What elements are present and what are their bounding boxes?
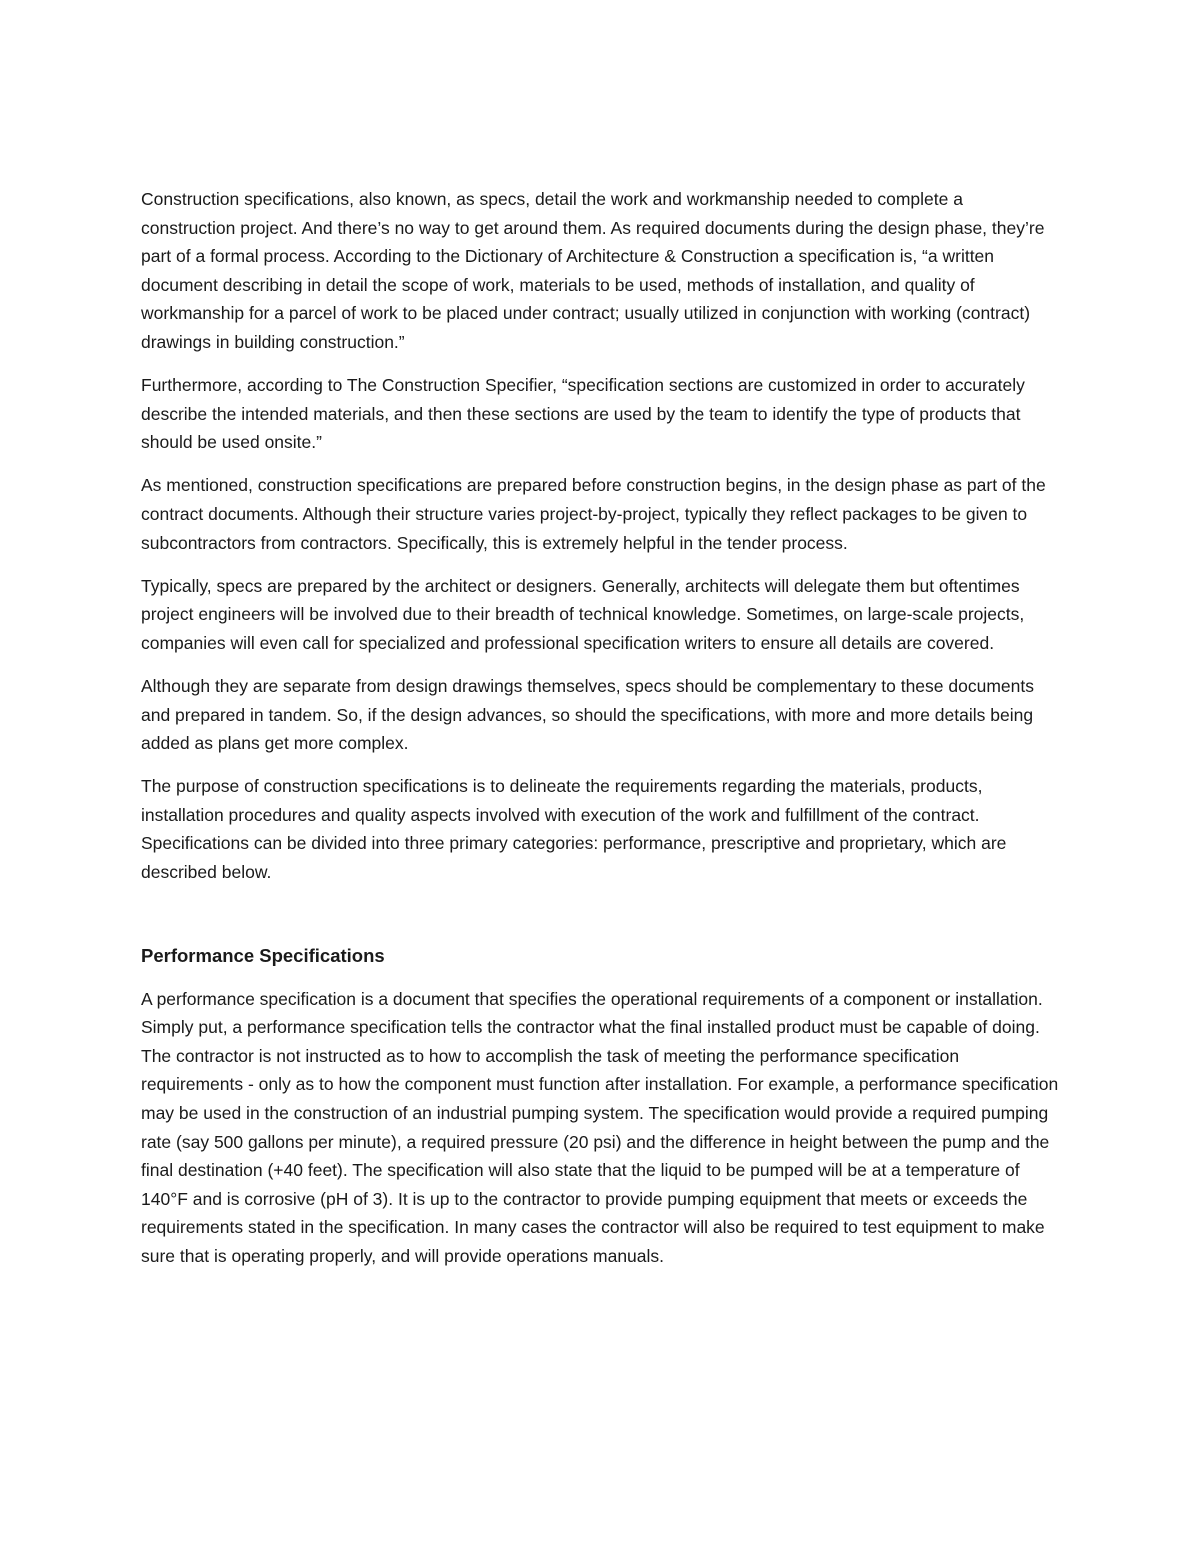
paragraph-who-prepares: Typically, specs are prepared by the architect or designers. Generally, architects will delegate them but oftentimes project engineers will be involved due to their breadth of technical knowledge. Sometimes, on large-scale projects, companies will even call for specialized and professional specification writers to ensure all details are covered. — [141, 575, 1025, 653]
paragraph-complementary: Although they are separate from design drawings themselves, specs should be complementary to these documents and prepared in tandem. So, if the design advances, so should the specifications, with more and more details being added as plans get more complex. — [141, 675, 1034, 754]
paragraph-design-phase: As mentioned, construction specifications are prepared before construction begins, in the design phase as part of the contract documents. Although their structure varies project-by-project, typically they reflect packages to be given to subcontractors from contractors. Specifically, this is extremely helpful in the tender process. — [141, 475, 1046, 553]
paragraph-intro: Construction specifications, also known, as specs, detail the work and workmanship needed to complete a construction project. And there’s no way to get around them. As required documents during the design phase, they’re part of a formal process. According to the Dictionary of Architecture & Construction a specification is, “a written document describing in detail the scope of work, materials to be used, methods of installation, and quality of workmanship for a parcel of work to be placed under contract; usually utilized in conjunction with working (contract) drawings in building construction.” — [141, 189, 1045, 352]
document-body — [141, 185, 1061, 1285]
section-heading-performance: Performance Specifications — [141, 944, 385, 966]
paragraph-construction-specifier: Furthermore, according to The Construction Specifier, “specification sections are customized in order to accurately describe the intended materials, and then these sections are used by the team to identify the type of products that should be used onsite.” — [141, 375, 1025, 453]
paragraph-purpose: The purpose of construction specifications is to delineate the requirements regarding the materials, products, installation procedures and quality aspects involved with execution of the work and fulfillment of the contract. Specifications can be divided into three primary categories: performance, prescriptive and proprietary, which are described below. — [141, 776, 1007, 882]
paragraph-performance: A performance specification is a document that specifies the operational requirements of a component or installation. Simply put, a performance specification tells the contractor what the final installed product must be capable of doing. The contractor is not instructed as to how to accomplish the task of meeting the performance specification requirements - only as to how the component must function after installation. For example, a performance specification may be used in the construction of an industrial pumping system. The specification would provide a required pumping rate (say 500 gallons per minute), a required pressure (20 psi) and the difference in height between the pump and the final destination (+40 feet). The specification will also state that the liquid to be pumped will be at a temperature of 140°F and is corrosive (pH of 3). It is up to the contractor to provide pumping equipment that meets or exceeds the requirements stated in the specification. In many cases the contractor will also be required to test equipment to make sure that is operating properly, and will provide operations manuals. — [141, 988, 1059, 1266]
